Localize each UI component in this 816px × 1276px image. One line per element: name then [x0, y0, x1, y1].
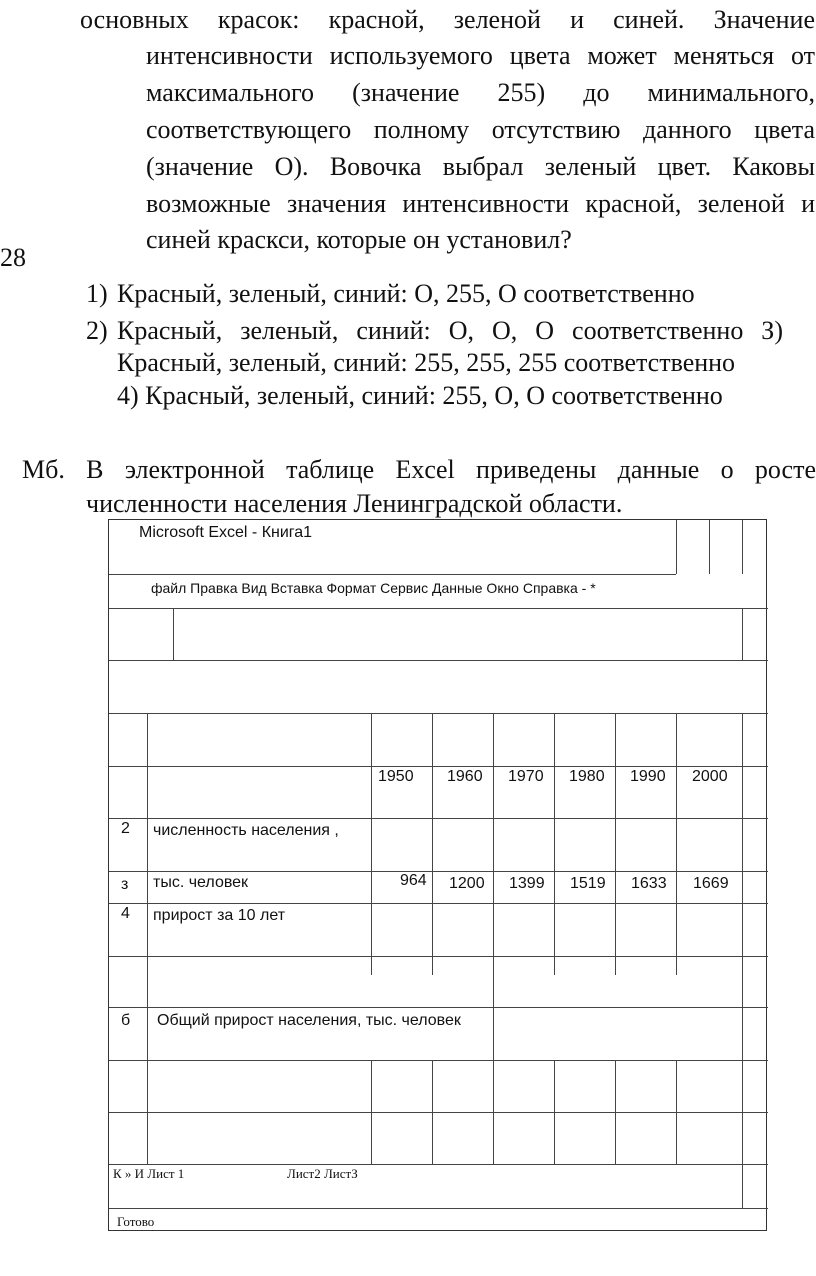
year-1990: 1990: [630, 768, 666, 785]
value-1950: 964: [400, 872, 427, 889]
option-2-text: Красный, зеленый, синий: О, О, О соответственно З): [117, 316, 783, 345]
question-line-3: максимального (значение 255) до минимального,: [146, 78, 815, 107]
row-3-label: тыс. человек: [153, 874, 249, 891]
row-3-number: з: [121, 876, 129, 893]
excel-window: [108, 519, 767, 1231]
row-6-number: б: [121, 1012, 131, 1029]
question-line-6: возможные значения интенсивности красной, зеленой и: [146, 189, 815, 218]
row-2-number: 2: [121, 820, 130, 837]
year-2000: 2000: [692, 768, 728, 785]
value-1980: 1519: [570, 875, 606, 892]
year-1970: 1970: [508, 768, 544, 785]
question-line-5: (значение О). Вовочка выбрал зеленый цвет. Каковы: [146, 152, 815, 181]
row-4-label: прирост за 10 лет: [153, 907, 286, 924]
sheet-tabs-2-3[interactable]: Лист2 ЛистЗ: [287, 1166, 358, 1181]
status-bar: Готово: [117, 1214, 155, 1229]
question-number: 28: [0, 243, 26, 272]
question-line-1: основных красок: красной, зеленой и синей. Значение: [80, 5, 815, 34]
excel-title: Microsoft Excel - Книга1: [139, 524, 313, 541]
option-3-text: Красный, зеленый, синий: 255, 255, 255 соответственно: [117, 348, 736, 377]
task-line-1: Мб. В электронной таблице Excel приведены данные о росте: [22, 455, 816, 484]
value-1960: 1200: [449, 875, 485, 892]
question-line-7: синей краскси, которые он установил?: [146, 225, 572, 254]
question-line-4: соответствующего полному отсутствию данного цвета: [146, 115, 815, 144]
row-2-label: численность населения ,: [153, 822, 339, 839]
option-4-text: 4) Красный, зеленый, синий: 255, О, О соответственно: [117, 381, 723, 410]
value-2000: 1669: [693, 875, 729, 892]
value-1990: 1633: [631, 875, 667, 892]
option-1-number: 1): [86, 279, 108, 308]
year-1960: 1960: [447, 768, 483, 785]
task-line-2: численности населения Ленинградской области.: [86, 489, 623, 518]
option-2-number: 2): [86, 316, 108, 345]
question-line-2: интенсивности используемого цвета может меняться от: [146, 41, 815, 70]
row-6-label: Общий прирост населения, тыс. человек: [157, 1012, 461, 1029]
sheet-tab-1[interactable]: К » И Лист 1: [113, 1166, 185, 1181]
excel-menu-bar[interactable]: файл Правка Вид Вставка Формат Сервис Данные Окно Справка - *: [151, 580, 596, 596]
year-1980: 1980: [569, 768, 605, 785]
value-1970: 1399: [509, 875, 545, 892]
row-4-number: 4: [121, 905, 130, 922]
year-1950: 1950: [378, 768, 414, 785]
option-1-text: Красный, зеленый, синий: О, 255, О соответственно: [117, 279, 695, 308]
